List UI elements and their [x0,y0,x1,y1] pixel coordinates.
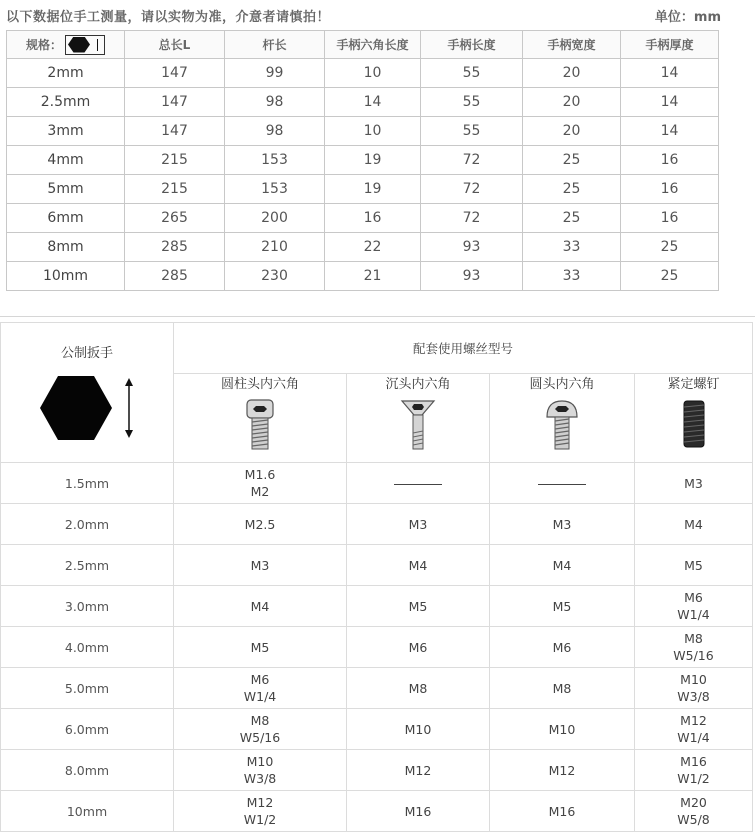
screw-model-value: M3 [552,516,572,532]
spec-value-cell: 55 [421,88,523,117]
screw-model-value: W5/16 [239,730,281,745]
spec-value-cell: 147 [125,88,225,117]
spec-table-header-row [7,31,719,59]
screw-table-row [1,668,753,709]
spec-value-cell: 215 [125,146,225,175]
dash-line [538,484,586,485]
screw-table-row [1,750,753,791]
spec-value-cell: 25 [621,262,719,291]
screw-model-value: W1/4 [243,689,277,704]
screw-model-value: W1/2 [243,812,277,827]
screw-model-value: M16 [548,803,576,819]
screw-model-cell [635,709,753,750]
spec-size-cell: 10mm [7,262,125,291]
column-header: 总长L [125,31,225,59]
spec-value-cell: 93 [421,233,523,262]
column-header: 手柄厚度 [621,31,719,59]
screw-model-value: M3 [684,475,703,491]
screw-model-value: M16 [404,803,432,819]
spec-table-row [7,146,719,175]
spec-value-cell: 265 [125,204,225,233]
spec-size-cell: 2mm [7,59,125,88]
spec-value-cell: 16 [621,146,719,175]
screw-model-cell [490,791,635,832]
spec-value-cell: 98 [225,117,325,146]
screw-model-value: M5 [552,598,572,614]
screw-model-value: M10 [404,721,432,737]
screw-table-row [1,586,753,627]
screw-model-cell [635,668,753,709]
screw-model-value: W1/4 [677,730,710,745]
screw-model-value: M12 [548,762,576,778]
screw-model-value: M8 [684,631,703,646]
screw-model-cell [347,545,490,586]
spec-table-row [7,117,719,146]
screw-model-cell [174,668,347,709]
screw-model-value: M3 [250,557,270,573]
screw-table-header-row [1,323,753,374]
screw-type-cell [490,374,635,463]
screw-type-cell [174,374,347,463]
wrench-header-cell [1,323,174,463]
set-screw-icon [679,399,709,451]
spec-value-cell: 33 [523,262,621,291]
screw-type-label: 圆柱头内六角 [220,377,299,392]
screw-model-cell [347,463,490,504]
not-applicable-dash [347,475,489,492]
screw-table-row [1,627,753,668]
screw-model-cell [490,709,635,750]
screw-model-cell [347,586,490,627]
spec-value-cell: 25 [523,146,621,175]
wrench-size-cell: 3.0mm [1,586,174,627]
socket-cap-screw-icon [242,399,278,451]
screw-model-cell [635,504,753,545]
screw-model-cell [347,504,490,545]
wrench-size-cell: 10mm [1,791,174,832]
screw-model-value: W1/4 [677,607,710,622]
screw-model-value: W5/16 [673,648,714,663]
screw-model-cell [490,750,635,791]
spec-value-cell: 10 [325,117,421,146]
wrench-size-cell: 5.0mm [1,668,174,709]
screw-model-cell [174,709,347,750]
screw-model-cell [347,709,490,750]
screw-table-row [1,709,753,750]
spec-value-cell: 55 [421,59,523,88]
spec-value-cell: 98 [225,88,325,117]
screw-type-label: 紧定螺钉 [667,377,720,392]
screw-compatibility-table [0,322,753,832]
spec-table [6,30,719,291]
spec-value-cell: 20 [523,117,621,146]
spec-size-cell: 6mm [7,204,125,233]
screw-model-cell [635,627,753,668]
spec-value-cell: 19 [325,146,421,175]
screw-model-value: W1/2 [677,771,710,786]
spec-table-row [7,88,719,117]
screw-model-value: M3 [408,516,428,532]
screw-model-value: M8 [408,680,428,696]
spec-size-cell: 4mm [7,146,125,175]
spec-size-cell: 2.5mm [7,88,125,117]
screw-model-cell [347,791,490,832]
wrench-size-cell: 2.5mm [1,545,174,586]
spec-value-cell: 72 [421,146,523,175]
spec-size-cell: 3mm [7,117,125,146]
column-header: 手柄长度 [421,31,523,59]
screw-model-value: M12 [246,795,274,810]
spec-value-cell: 25 [621,233,719,262]
spec-size-cell: 8mm [7,233,125,262]
spec-value-cell: 147 [125,117,225,146]
screw-model-value: W3/8 [243,771,277,786]
spec-value-cell: 153 [225,146,325,175]
wrench-size-cell: 1.5mm [1,463,174,504]
screw-model-cell [490,545,635,586]
spec-value-cell: 200 [225,204,325,233]
screw-model-value: M2.5 [244,516,276,532]
screw-model-value: M2 [250,484,270,499]
screw-table-row [1,545,753,586]
not-applicable-dash [490,475,634,492]
screw-model-value: M4 [250,598,270,614]
column-header: 杆长 [225,31,325,59]
screw-model-value: M10 [548,721,576,737]
screw-model-cell [174,791,347,832]
spec-value-cell: 16 [621,175,719,204]
spec-table-row [7,233,719,262]
screw-model-value: M5 [408,598,428,614]
screw-model-value: M8 [552,680,572,696]
spec-value-cell: 25 [523,175,621,204]
double-arrow-icon [124,378,134,438]
dash-line [394,484,442,485]
screw-model-value: M6 [250,672,270,687]
screw-model-cell [635,750,753,791]
spec-value-cell: 16 [325,204,421,233]
wrench-size-cell: 8.0mm [1,750,174,791]
measurement-notice: 以下数据位手工测量，请以实物为准，介意者请慎拍！ [6,10,331,25]
screw-model-cell [174,586,347,627]
screw-model-value: M4 [408,557,428,573]
screw-type-label: 圆头内六角 [529,377,595,392]
spec-value-cell: 93 [421,262,523,291]
wrench-size-cell: 2.0mm [1,504,174,545]
spec-value-cell: 20 [523,59,621,88]
spec-value-cell: 72 [421,175,523,204]
screw-model-cell [635,791,753,832]
spec-value-cell: 22 [325,233,421,262]
screw-type-cell [347,374,490,463]
spec-value-cell: 10 [325,59,421,88]
top-header [0,0,755,30]
spec-value-cell: 153 [225,175,325,204]
wrench-size-cell: 6.0mm [1,709,174,750]
screw-table-row [1,791,753,832]
spec-value-cell: 72 [421,204,523,233]
spec-value-cell: 99 [225,59,325,88]
button-head-screw-icon [544,399,580,451]
spec-value-cell: 14 [621,117,719,146]
screw-model-cell [635,463,753,504]
screw-model-value: M6 [408,639,428,655]
column-header: 手柄宽度 [523,31,621,59]
screw-model-cell [490,668,635,709]
spec-value-cell: 285 [125,233,225,262]
screw-model-value: W5/8 [677,812,710,827]
column-header: 手柄六角长度 [325,31,421,59]
screw-model-cell [174,463,347,504]
spec-table-row [7,59,719,88]
spec-size-cell: 5mm [7,175,125,204]
screw-type-cell [635,374,753,463]
spec-table-row [7,175,719,204]
screw-model-cell [490,586,635,627]
screw-model-value: M4 [552,557,572,573]
wrench-title: 公制扳手 [60,346,113,361]
countersunk-screw-icon [400,399,436,451]
screw-model-value: M8 [250,713,270,728]
spec-value-cell: 33 [523,233,621,262]
spec-value-cell: 55 [421,117,523,146]
spec-value-cell: 14 [325,88,421,117]
spec-value-cell: 20 [523,88,621,117]
screw-model-value: M20 [680,795,707,810]
screw-type-label: 沉头内六角 [385,377,451,392]
screw-model-cell [174,750,347,791]
screw-model-value: M12 [680,713,707,728]
spec-value-cell: 25 [523,204,621,233]
spec-value-cell: 230 [225,262,325,291]
spec-value-cell: 16 [621,204,719,233]
screw-model-cell [347,668,490,709]
screw-model-cell [635,545,753,586]
wrench-size-cell: 4.0mm [1,627,174,668]
screw-table-row [1,504,753,545]
screw-model-cell [347,750,490,791]
screw-model-value: M5 [684,557,703,573]
screw-model-value: M6 [684,590,703,605]
screw-model-value: M5 [250,639,270,655]
screw-model-cell [174,504,347,545]
screw-model-value: M12 [404,762,432,778]
spec-value-cell: 215 [125,175,225,204]
screw-model-value: M4 [684,516,703,532]
screw-model-value: W3/8 [677,689,710,704]
spec-header-cell [7,31,125,59]
hexagon-icon [40,376,112,440]
hex-key-icon [65,35,105,55]
screw-model-cell [174,545,347,586]
spec-value-cell: 19 [325,175,421,204]
spec-value-cell: 285 [125,262,225,291]
spec-value-cell: 14 [621,59,719,88]
spec-table-row [7,262,719,291]
section-divider [0,316,755,317]
spec-value-cell: 210 [225,233,325,262]
spec-value-cell: 14 [621,88,719,117]
screw-model-cell [490,463,635,504]
spec-label: 规格： [25,38,62,52]
screw-group-title: 配套使用螺丝型号 [174,323,753,374]
screw-model-value: M10 [680,672,707,687]
screw-model-cell [490,504,635,545]
spec-value-cell: 21 [325,262,421,291]
screw-model-cell [347,627,490,668]
spec-value-cell: 147 [125,59,225,88]
screw-model-value: M1.6 [244,467,276,482]
unit-label: 单位：mm [654,10,721,25]
screw-model-cell [490,627,635,668]
screw-model-value: M6 [552,639,572,655]
screw-model-cell [635,586,753,627]
spec-table-row [7,204,719,233]
screw-model-value: M10 [246,754,274,769]
screw-model-value: M16 [680,754,707,769]
screw-model-cell [174,627,347,668]
screw-table-row [1,463,753,504]
